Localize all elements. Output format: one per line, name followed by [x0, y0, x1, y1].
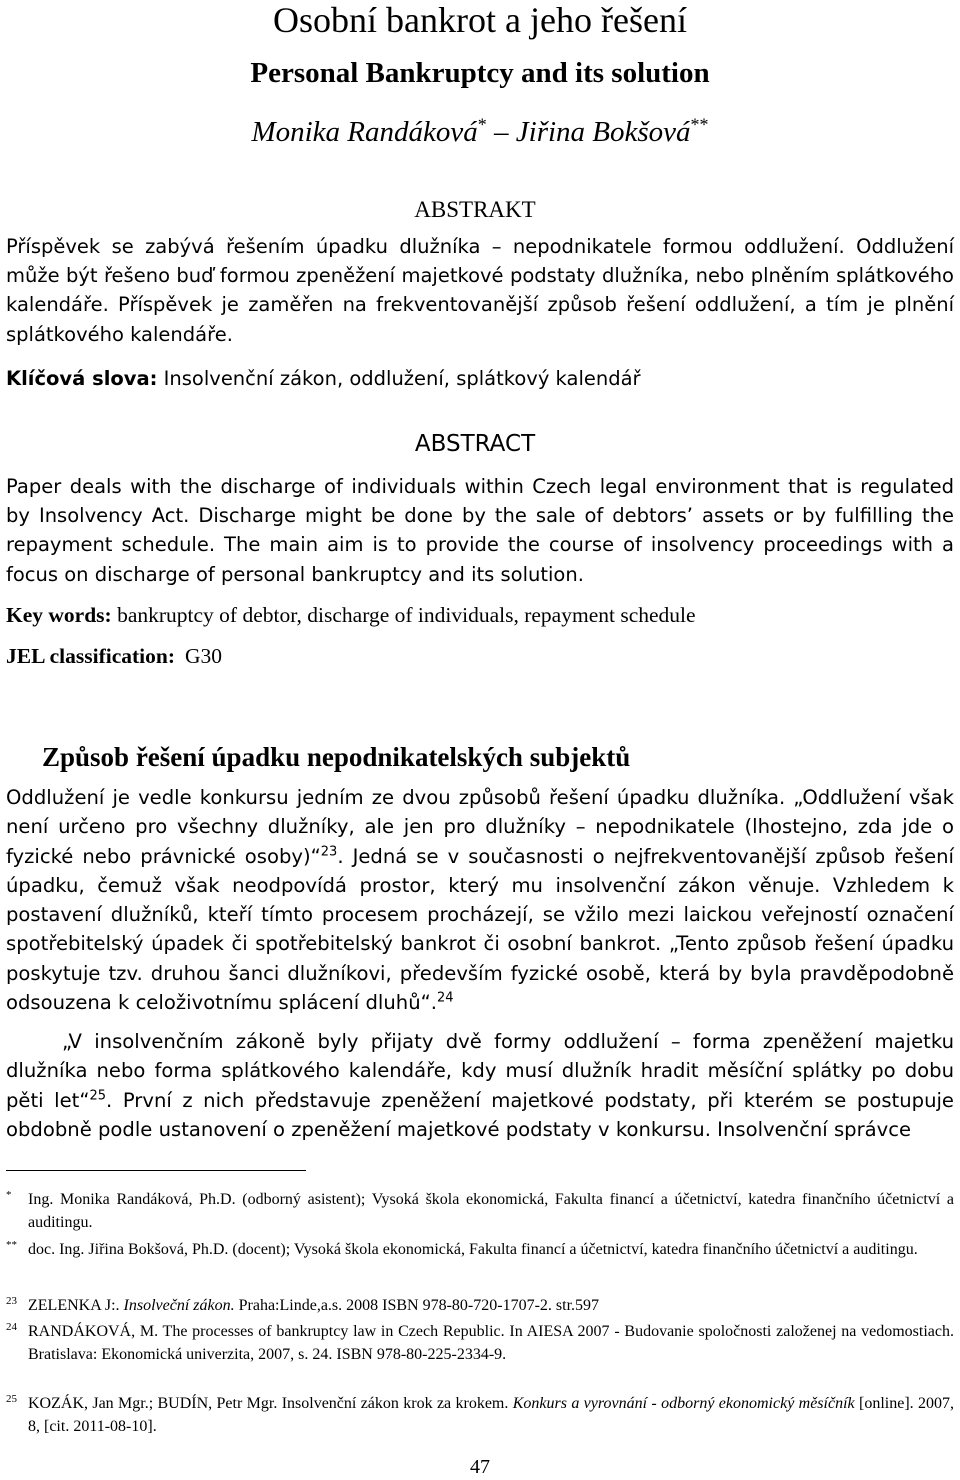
ref-25: 25: [89, 1088, 107, 1104]
p1-part-a: Oddlužení je vedle konkursu jedním ze dvou způsobů řešení úpadku dlužníka. „Oddlužení však není určeno pro všechny dlužníky, ale jen pro dlužníky – nepodnikatele (lhostejno, zda jde o fyzické nebo právnické osoby)“: [6, 786, 954, 868]
page-number: 47: [470, 1456, 490, 1478]
keywords-cz-label: Klíčová slova:: [6, 367, 158, 390]
jel-label: JEL classification:: [6, 644, 176, 668]
author-2-mark: **: [690, 114, 709, 135]
footnote-1-text: Ing. Monika Randáková, Ph.D. (odborný asistent); Vysoká škola ekonomická, Fakulta financí a účetnictví, katedra finančního účetnictví a auditingu.: [28, 1191, 954, 1231]
footnote-23-title: Insolveční zákon.: [123, 1297, 235, 1314]
keywords-en-value: bankruptcy of debtor, discharge of individuals, repayment schedule: [117, 603, 696, 627]
footnote-25-journal: Konkurs a vyrovnání - odborný ekonomický měsíčník: [512, 1395, 855, 1412]
body-paragraph-2: [6, 1027, 954, 1144]
title-czech: Osobní bankrot a jeho řešení: [273, 0, 687, 40]
p2-part-a: „V insolvenčním zákoně byly přijaty dvě formy oddlužení – forma zpeněžení majetku dlužníka nebo forma splátkového kalendáře, kdy musí dlužník hradit měsíční splátky po dobu pěti let“: [6, 1030, 954, 1112]
footnote-24-text: RANDÁKOVÁ, M. The processes of bankruptcy law in Czech Republic. In AIESA 2007 - Budovanie spoločnosti založenej na vedomostiach. Bratislava: Ekonomická univerzita, 2007, s. 24. ISBN 978-80-225-2334-9.: [28, 1323, 954, 1363]
footnote-25-details: [online]. 2007, 8, [cit. 2011-08-10].: [28, 1395, 955, 1435]
p2-part-b: . První z nich představuje zpeněžení majetkové podstaty, při kterém se postupuje obdobně podle ustanovení o zpeněžení majetkové podstaty v konkursu. Insolvenční správce: [6, 1088, 954, 1141]
footnote-25: [6, 1392, 954, 1438]
keywords-cz-value: Insolvenční zákon, oddlužení, splátkový kalendář: [163, 367, 641, 390]
footnote-23-mark: 23: [6, 1295, 17, 1307]
footnote-1-mark: *: [6, 1189, 12, 1201]
jel-classification: [6, 642, 954, 671]
author-1-mark: *: [477, 114, 487, 135]
footnote-23-author: ZELENKA J:.: [28, 1297, 124, 1314]
author-2: Jiřina Bokšová: [515, 116, 691, 148]
body-paragraph-1: [6, 783, 954, 1017]
author-1: Monika Randáková: [251, 116, 478, 148]
section-heading: Způsob řešení úpadku nepodnikatelských subjektů: [42, 742, 631, 772]
footnote-24: [6, 1320, 954, 1390]
keywords-en-label: Key words:: [6, 603, 112, 627]
jel-value: G30: [185, 644, 223, 668]
footnote-2-text: doc. Ing. Jiřina Bokšová, Ph.D. (docent); Vysoká škola ekonomická, Fakulta financí a účetnictví, katedra finančního účetnictví a auditingu.: [28, 1241, 918, 1258]
keywords-en: [6, 601, 954, 630]
authors-line: [0, 114, 960, 150]
footnote-25-authors: KOZÁK, Jan Mgr.; BUDÍN, Petr Mgr. Insolvenční zákon krok za krokem.: [28, 1395, 513, 1412]
footnote-23: [6, 1294, 954, 1318]
footnote-2-mark: **: [6, 1239, 17, 1251]
footnote-23-publisher: Praha:Linde,a.s. 2008 ISBN 978-80-720-1707-2. str.597: [234, 1297, 600, 1314]
abstract-cz-heading: ABSTRAKT: [414, 197, 536, 222]
abstract-en-text: Paper deals with the discharge of individuals within Czech legal environment that is regulated by Insolvency Act. Discharge might be done by the sale of debtors’ assets or by fulfilling the repayment schedule. The main aim is to provide the course of insolvency proceedings with a focus on discharge of personal bankruptcy and its solution.: [6, 475, 954, 586]
ref-23: 23: [320, 844, 338, 860]
abstract-en-heading: ABSTRACT: [414, 431, 536, 457]
ref-24: 24: [437, 990, 454, 1006]
footnote-1: [6, 1188, 954, 1234]
author-separator: –: [494, 116, 509, 148]
footnote-separator: [6, 1170, 306, 1171]
footnote-23-text: [28, 1294, 954, 1317]
p1-part-b: . Jedná se v současnosti o nejfrekventovanější způsob řešení úpadku, čemuž však neodpovídá prostor, který mu insolvenční zákon věnuje. Vzhledem k postavení dlužníků, kteří tímto procesem procházejí, se vžilo mezi laickou veřejností označení spotřebitelský úpadek či spotřebitelský bankrot či osobní bankrot. „Tento způsob řešení úpadku poskytuje tzv. druhou šanci dlužníkovi, především fyzické osobě, která by byla pravděpodobně odsouzena k celoživotnímu splácení dluhů“.: [6, 844, 954, 1015]
keywords-cz: [6, 364, 954, 393]
footnote-25-text: [28, 1392, 954, 1438]
footnote-24-mark: 24: [6, 1321, 17, 1333]
footnote-2: [6, 1238, 954, 1284]
footnote-25-mark: 25: [6, 1393, 17, 1405]
title-english: Personal Bankruptcy and its solution: [250, 57, 710, 89]
abstract-cz-text: Příspěvek se zabývá řešením úpadku dlužníka – nepodnikatele formou oddlužení. Oddlužení může být řešeno buď formou zpeněžení majetkové podstaty dlužníka, nebo plněním splátkového kalendáře. Příspěvek je zaměřen na frekventovanější způsob řešení oddlužení, a tím je plnění splátkového kalendáře.: [6, 235, 954, 346]
